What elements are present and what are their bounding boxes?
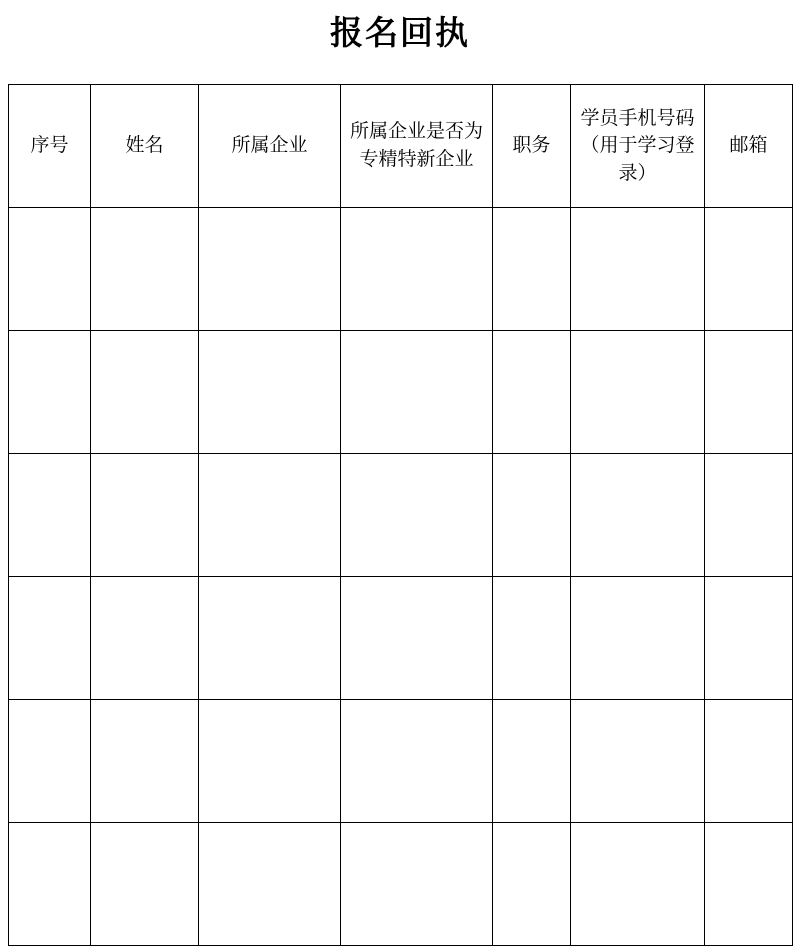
cell-index[interactable] — [9, 823, 91, 946]
registration-table — [8, 84, 793, 946]
table-body — [9, 208, 793, 946]
cell-position[interactable] — [493, 208, 571, 331]
cell-phone[interactable] — [571, 454, 705, 577]
cell-name[interactable] — [91, 454, 199, 577]
cell-name[interactable] — [91, 331, 199, 454]
cell-email[interactable] — [705, 331, 793, 454]
cell-index[interactable] — [9, 577, 91, 700]
column-header-email: 邮箱 — [705, 85, 793, 208]
table-row — [9, 454, 793, 577]
column-header-company: 所属企业 — [199, 85, 341, 208]
cell-phone[interactable] — [571, 331, 705, 454]
cell-is-sme[interactable] — [341, 208, 493, 331]
column-header-is-sme: 所属企业是否为专精特新企业 — [341, 85, 493, 208]
table-header — [9, 85, 793, 208]
cell-position[interactable] — [493, 700, 571, 823]
cell-company[interactable] — [199, 823, 341, 946]
cell-name[interactable] — [91, 208, 199, 331]
cell-position[interactable] — [493, 823, 571, 946]
column-header-index: 序号 — [9, 85, 91, 208]
cell-email[interactable] — [705, 577, 793, 700]
table-row — [9, 208, 793, 331]
cell-index[interactable] — [9, 331, 91, 454]
cell-email[interactable] — [705, 454, 793, 577]
table-row — [9, 331, 793, 454]
cell-index[interactable] — [9, 454, 91, 577]
cell-is-sme[interactable] — [341, 577, 493, 700]
cell-company[interactable] — [199, 577, 341, 700]
table-row — [9, 700, 793, 823]
cell-index[interactable] — [9, 700, 91, 823]
cell-name[interactable] — [91, 823, 199, 946]
cell-is-sme[interactable] — [341, 700, 493, 823]
cell-company[interactable] — [199, 331, 341, 454]
cell-index[interactable] — [9, 208, 91, 331]
cell-name[interactable] — [91, 700, 199, 823]
cell-position[interactable] — [493, 331, 571, 454]
cell-email[interactable] — [705, 823, 793, 946]
cell-email[interactable] — [705, 700, 793, 823]
cell-position[interactable] — [493, 577, 571, 700]
cell-company[interactable] — [199, 208, 341, 331]
cell-email[interactable] — [705, 208, 793, 331]
table-row — [9, 823, 793, 946]
cell-company[interactable] — [199, 700, 341, 823]
cell-phone[interactable] — [571, 577, 705, 700]
cell-phone[interactable] — [571, 700, 705, 823]
cell-is-sme[interactable] — [341, 823, 493, 946]
column-header-name: 姓名 — [91, 85, 199, 208]
cell-name[interactable] — [91, 577, 199, 700]
cell-position[interactable] — [493, 454, 571, 577]
column-header-phone: 学员手机号码（用于学习登录） — [571, 85, 705, 208]
registration-table-container — [8, 84, 792, 946]
cell-phone[interactable] — [571, 208, 705, 331]
cell-is-sme[interactable] — [341, 331, 493, 454]
cell-company[interactable] — [199, 454, 341, 577]
page-title: 报名回执 — [330, 13, 470, 52]
cell-phone[interactable] — [571, 823, 705, 946]
table-header-row — [9, 85, 793, 208]
table-row — [9, 577, 793, 700]
cell-is-sme[interactable] — [341, 454, 493, 577]
column-header-position: 职务 — [493, 85, 571, 208]
